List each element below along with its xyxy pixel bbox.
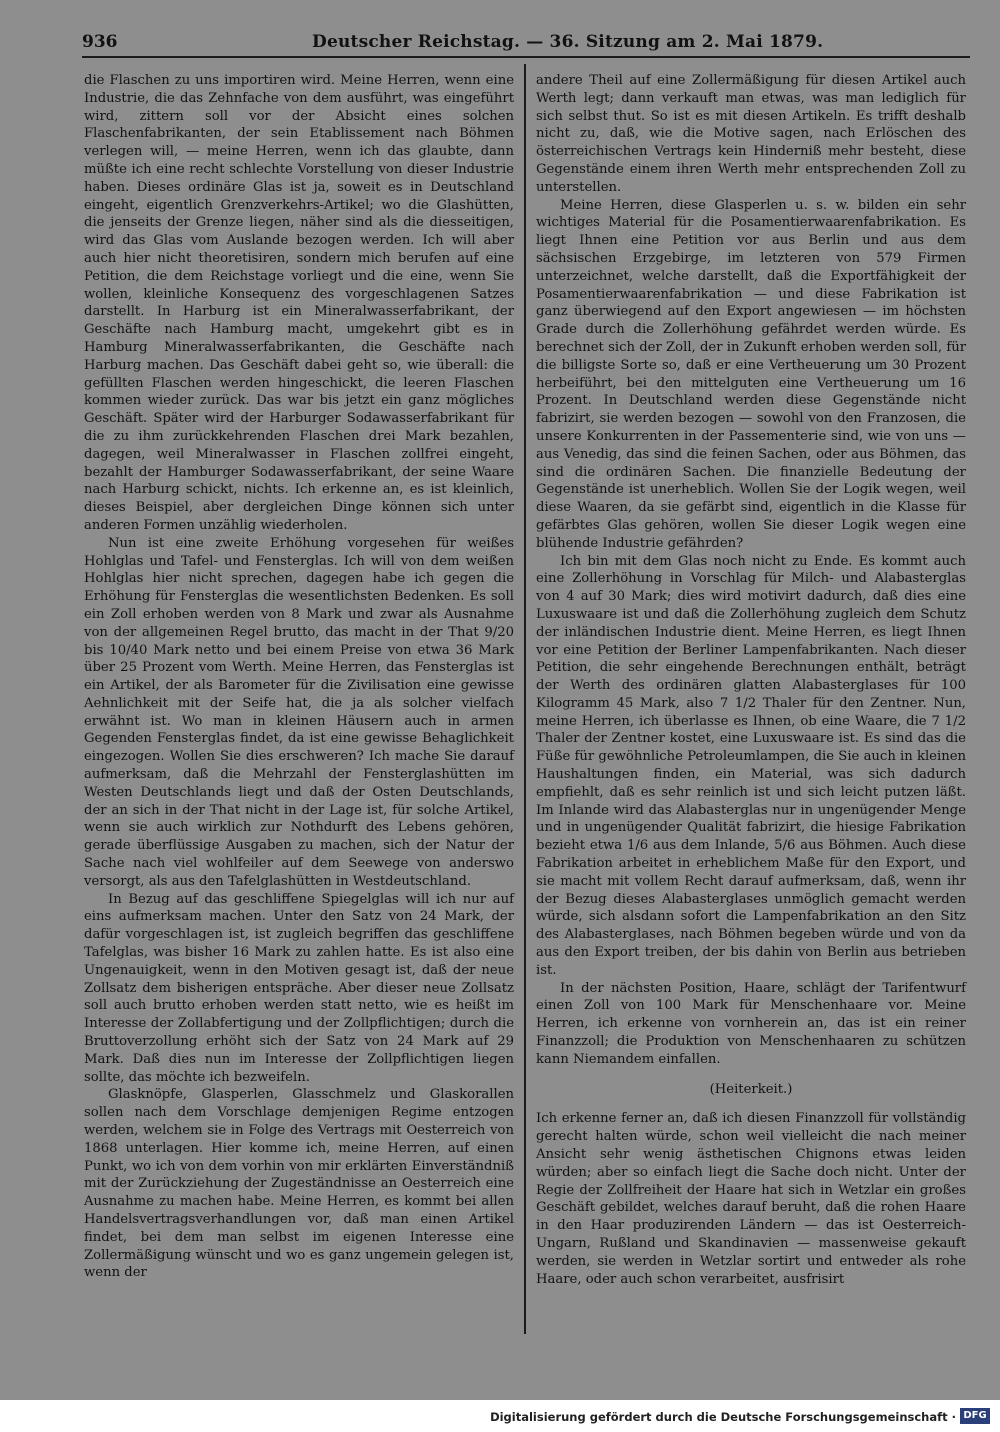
paragraph: andere Theil auf eine Zollermäßigung für diesen Artikel auch Werth legt; dann verkauft man etwas, was man lediglich für sich selbst thut. So ist es mit diesen Artikeln. Es trifft deshalb nicht zu, daß, wie die Motive sagen, nach Erlöschen des österreichischen Vertrags kein Hinderniß mehr besteht, diese Gegenstände einem ihren Werth mehr entsprechenden Zoll zu unterstellen. bbox=[536, 73, 966, 195]
footer-bar bbox=[0, 1400, 1000, 1432]
header-rule bbox=[82, 56, 970, 58]
paragraph: Ich erkenne ferner an, daß ich diesen Finanzzoll für vollständig gerecht halten würde, schon weil vielleicht die nach meiner Ansicht sehr wenig ästhetischen Chignons etwas leiden würden; aber so einfach liegt die Sache doch nicht. Unter der Regie der Zollfreiheit der Haare hat sich in Wetzlar ein großes Geschäft gebildet, welches darauf beruht, daß die rohen Haare in den Haar produzirenden Ländern — das ist Oesterreich-Ungarn, Rußland und Skandinavien — massenweise gekauft werden, sie werden in Wetzlar sortirt und entweder als rohe Haare, oder auch schon verarbeitet, ausfrisirt bbox=[536, 1111, 966, 1287]
paragraph: Meine Herren, diese Glasperlen u. s. w. bilden ein sehr wichtiges Material für die Posamentierwaarenfabrikation. Es liegt Ihnen eine Petition vor aus Berlin und aus dem sächsischen Erzgebirge, im letzteren von 579 Firmen unterzeichnet, welche darstellt, daß die Exportfähigkeit der Posamentierwaarenfabrikation — und diese Fabrikation ist ganz überwiegend auf den Export angewiesen — im höchsten Grade durch die Zollerhöhung gefährdet werden würde. Es berechnet sich der Zoll, der in Zukunft erhoben werden soll, für die billigste Sorte so, daß er eine Vertheuerung um 30 Prozent herbeiführt, bei den mittelguten eine Vertheuerung um 16 Prozent. In Deutschland werden diese Gegenstände nicht fabrizirt, sie werden bezogen — sowohl von den Franzosen, die unsere Konkurrenten in der Passementerie sind, wie von uns — aus Venedig, das sind die feinen Sachen, oder aus Böhmen, das sind die ordinären Sachen. Die finanzielle Bedeutung der Gegenstände ist unerheblich. Wollen Sie der Logik wegen, weil diese Waaren, da sie gefärbt sind, eigentlich in die Klasse für gefärbtes Glas gehören, wollen Sie dieser Logik wegen eine blühende Industrie gefährden? bbox=[536, 197, 966, 551]
paragraph: Ich bin mit dem Glas noch nicht zu Ende. Es kommt auch eine Zollerhöhung in Vorschlag für Milch- und Alabasterglas von 4 auf 30 Mark; dies wird motivirt dadurch, daß dies eine Luxuswaare ist und daß die Zollerhöhung zugleich dem Schutz der inländischen Industrie dient. Meine Herren, es liegt Ihnen vor eine Petition der Berliner Lampenfabrikanten. Nach dieser Petition, die sehr eingehende Berechnungen enthält, beträgt der Werth des ordinären glatten Alabasterglases für 100 Kilogramm 45 Mark, also 7 1/2 Thaler für den Zentner. Nun, meine Herren, ich überlasse es Ihnen, ob eine Waare, die 7 1/2 Thaler der Zentner kostet, eine Luxuswaare ist. Es sind das die Füße für gewöhnliche Petroleumlampen, die Sie auch in kleinen Haushaltungen finden, ein Material, was sich dadurch empfiehlt, daß es sehr reinlich ist und sich leicht putzen läßt. Im Inlande wird das Alabasterglas nur in ungenügender Menge und in ungenügender Qualität fabrizirt, die hiesige Fabrikation bezieht etwa 1/6 aus dem Inlande, 5/6 aus Böhmen. Auch diese Fabrikation arbeitet in erheblichem Maße für den Export, und sie macht mit vollem Recht darauf aufmerksam, daß, wenn ihr der Bezug dieses Alabasterglases unmöglich gemacht werden würde, sich alsdann sofort die Lampenfabrikation an den Sitz des Alabasterglases, nach Böhmen begeben würde und von da aus den Export treiben, der bis dahin von Berlin aus betrieben ist. bbox=[536, 553, 966, 978]
paragraph: Glasknöpfe, Glasperlen, Glasschmelz und Glaskorallen sollen nach dem Vorschlage demjenigen Regime entzogen werden, welchem sie in Folge des Vertrags mit Oesterreich von 1868 unterlagen. Hier komme ich, meine Herren, auf einen Punkt, wo ich von dem vorhin von mir erklärten Einverständniß mit der Zurückziehung der Zugeständnisse an Oesterreich eine Ausnahme zu machen habe. Meine Herren, es kommt bei allen Handelsvertragsverhandlungen vor, daß man einen Artikel findet, bei dem man selbst im eigenen Interesse eine Zollermäßigung wünscht und wo es ganz ungemein gelegen ist, wenn der bbox=[84, 1087, 514, 1281]
paragraph: In Bezug auf das geschliffene Spiegelglas will ich nur auf eins aufmerksam machen. Unter den Satz von 24 Mark, der dafür vorgeschlagen ist, ist zugleich begriffen das geschliffene Tafelglas, was bisher 16 Mark zu zahlen hatte. Es ist also eine Ungenauigkeit, wenn in den Motiven gesagt ist, daß der neue Zollsatz dem bisherigen entspräche. Aber dieser neue Zollsatz soll auch brutto erhoben werden statt netto, wie es heißt im Interesse der Zollabfertigung und der Zollpflichtigen; durch die Bruttoverzollung erhöht sich der Satz von 24 Mark auf 29 Mark. Daß dies nun im Interesse der Zollpflichtigen liegen sollte, das möchte ich bezweifeln. bbox=[84, 891, 514, 1085]
paragraph: Nun ist eine zweite Erhöhung vorgesehen für weißes Hohlglas und Tafel- und Fensterglas. Ich will von dem weißen Hohlglas hier nicht sprechen, dagegen habe ich gegen die Erhöhung für Fensterglas die wesentlichsten Bedenken. Es soll ein Zoll erhoben werden von 8 Mark und zwar als Ausnahme von der allgemeinen Regel brutto, das macht in der That 9/20 bis 10/40 Mark netto und bei einem Preise von etwa 36 Mark über 25 Prozent vom Werth. Meine Herren, das Fensterglas ist ein Artikel, der als Barometer für die Zivilisation eine gewisse Aehnlichkeit mit der Seife hat, die ja als solcher vielfach erwähnt ist. Wo man in kleinen Häusern auch in armen Gegenden Fensterglas findet, da ist eine gewisse Behaglichkeit eingezogen. Wollen Sie dies erschweren? Ich mache Sie darauf aufmerksam, daß die Mehrzahl der Fensterglashütten im Westen Deutschlands liegt und daß der Osten Deutschlands, der an sich in der That nicht in der Lage ist, für solche Artikel, wenn sie auch wirklich zur Nothdurft des Lebens gehören, gerade überflüssige Ausgaben zu machen, sich der Natur der Sache nach viel wohlfeiler auf dem Seewege von anderswo versorgt, als aus den Tafelglashütten in Westdeutschland. bbox=[84, 535, 514, 889]
digitization-credit: Digitalisierung gefördert durch die Deutsche Forschungsgemeinschaft · bbox=[490, 1410, 956, 1424]
dfg-logo: DFG bbox=[960, 1408, 990, 1424]
page-number: 936 bbox=[82, 32, 118, 52]
right-column bbox=[536, 72, 966, 1288]
interjection: (Heiterkeit.) bbox=[709, 1081, 793, 1097]
column-divider bbox=[524, 64, 526, 1334]
running-title: Deutscher Reichstag. — 36. Sitzung am 2. Mai 1879. bbox=[312, 32, 824, 52]
left-column bbox=[84, 72, 514, 1282]
paragraph: In der nächsten Position, Haare, schlägt der Tarifentwurf einen Zoll von 100 Mark für Menschenhaare vor. Meine Herren, ich erkenne von vornherein an, das ist ein reiner Finanzzoll; die Produktion von Menschenhaaren zu schützen kann Niemandem einfallen. bbox=[536, 980, 966, 1067]
paragraph: die Flaschen zu uns importiren wird. Meine Herren, wenn eine Industrie, die das Zehnfache von dem ausführt, was eingeführt wird, zittern soll vor der Absicht eines solchen Flaschenfabrikanten, der sein Etablissement nach Böhmen verlegen will, — meine Herren, wenn ich das glaubte, dann müßte ich eine recht schlechte Vorstellung von dieser Industrie haben. Dieses ordinäre Glas ist ja, soweit es in Deutschland eingeht, eigentlich Grenzverkehrs-Artikel; wo die Glashütten, die jenseits der Grenze liegen, näher sind als die diesseitigen, wird das Glas vom Auslande bezogen werden. Ich will aber auch hier nicht theoretisiren, sondern mich berufen auf eine Petition, die dem Reichstage vorliegt und die eine, wenn Sie wollen, kleinliche Konsequenz des vorgeschlagenen Satzes darstellt. In Harburg ist ein Mineralwasserfabrikant, der Geschäfte nach Hamburg macht, umgekehrt gibt es in Hamburg Mineralwasserfabrikanten, die Geschäfte nach Harburg machen. Das Geschäft dabei geht so, wie überall: die gefüllten Flaschen werden hingeschickt, die leeren Flaschen kommen wieder zurück. Das war bis jetzt ein ganz mögliches Geschäft. Später wird der Harburger Sodawasserfabrikant für die zu ihm zurückkehrenden Flaschen drei Mark bezahlen, dagegen, weil Mineralwasser in Flaschen zollfrei eingeht, bezahlt der Hamburger Sodawasserfabrikant, der seine Waare nach Harburg schickt, nichts. Ich erkenne an, es ist kleinlich, dieses Beispiel, aber dergleichen Dinge können sich unter anderen Formen unzählig wiederholen. bbox=[84, 73, 514, 533]
page-header bbox=[82, 30, 970, 56]
